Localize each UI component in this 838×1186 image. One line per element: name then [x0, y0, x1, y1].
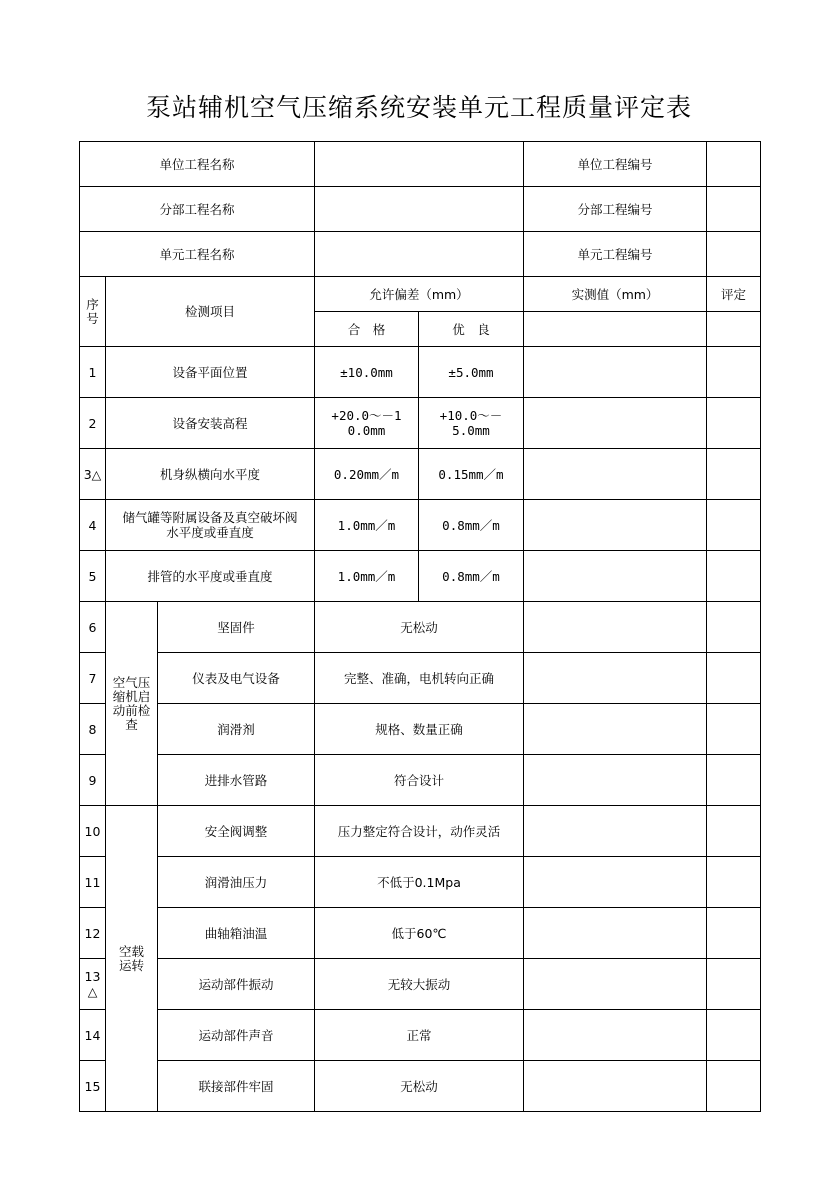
table-row — [80, 1010, 761, 1061]
table-row — [80, 704, 761, 755]
item-header: 检测项目 — [106, 277, 315, 347]
row-item: 运动部件声音 — [158, 1010, 315, 1061]
sub-project-name-label: 分部工程名称 — [80, 187, 315, 232]
row-number: 3△ — [80, 449, 106, 500]
element-project-name-field[interactable] — [315, 232, 524, 277]
measured-header: 实测值（mm） — [524, 277, 707, 312]
rating-cell[interactable] — [707, 857, 761, 908]
page-title: 泵站辅机空气压缩系统安装单元工程质量评定表 — [145, 93, 692, 122]
row-qualified-value: +20.0～－10.0mm — [315, 398, 419, 449]
rating-cell[interactable] — [707, 1061, 761, 1112]
table-row — [80, 602, 761, 653]
row-item: 进排水管路 — [158, 755, 315, 806]
measured-cell[interactable] — [524, 908, 707, 959]
rating-cell[interactable] — [707, 347, 761, 398]
column-header-row — [80, 277, 761, 312]
row-number: 10 — [80, 806, 106, 857]
rating-cell[interactable] — [707, 602, 761, 653]
qualified-header: 合 格 — [315, 312, 419, 347]
row-standard: 压力整定符合设计，动作灵活 — [315, 806, 524, 857]
row-item: 坚固件 — [158, 602, 315, 653]
measured-cell[interactable] — [524, 755, 707, 806]
row-item: 设备安装高程 — [106, 398, 315, 449]
sub-project-name-field[interactable] — [315, 187, 524, 232]
row-standard: 完整、准确，电机转向正确 — [315, 653, 524, 704]
row-number: 2 — [80, 398, 106, 449]
unit-project-name-field[interactable] — [315, 142, 524, 187]
row-number: 12 — [80, 908, 106, 959]
element-project-row — [80, 232, 761, 277]
rating-cell[interactable] — [707, 449, 761, 500]
measured-cell[interactable] — [524, 806, 707, 857]
rating-cell[interactable] — [707, 1010, 761, 1061]
measured-cell[interactable] — [524, 449, 707, 500]
table-row — [80, 347, 761, 398]
row-item: 联接部件牢固 — [158, 1061, 315, 1112]
table-row — [80, 908, 761, 959]
measured-cell[interactable] — [524, 602, 707, 653]
rating-cell[interactable] — [707, 500, 761, 551]
table-row — [80, 551, 761, 602]
measured-subheader-cell[interactable] — [524, 312, 707, 347]
row-standard: 低于60℃ — [315, 908, 524, 959]
row-qualified-value: 1.0mm／m — [315, 551, 419, 602]
row-number: 5 — [80, 551, 106, 602]
unit-project-row — [80, 142, 761, 187]
tolerance-header: 允许偏差（mm） — [315, 277, 524, 312]
table-row — [80, 653, 761, 704]
rating-cell[interactable] — [707, 704, 761, 755]
element-project-name-label: 单元工程名称 — [80, 232, 315, 277]
row-standard: 无松动 — [315, 1061, 524, 1112]
rating-cell[interactable] — [707, 653, 761, 704]
row-number: 11 — [80, 857, 106, 908]
unit-project-no-label: 单位工程编号 — [524, 142, 707, 187]
measured-cell[interactable] — [524, 398, 707, 449]
quality-assessment-table — [79, 141, 761, 1112]
table-row — [80, 755, 761, 806]
row-item: 仪表及电气设备 — [158, 653, 315, 704]
group-label-startup-check: 空气压缩机启动前检查 — [106, 602, 158, 806]
row-standard: 规格、数量正确 — [315, 704, 524, 755]
table-row — [80, 449, 761, 500]
row-item: 设备平面位置 — [106, 347, 315, 398]
rating-subheader-cell[interactable] — [707, 312, 761, 347]
measured-cell[interactable] — [524, 653, 707, 704]
row-number: 4 — [80, 500, 106, 551]
measured-cell[interactable] — [524, 551, 707, 602]
rating-cell[interactable] — [707, 959, 761, 1010]
row-standard: 符合设计 — [315, 755, 524, 806]
measured-cell[interactable] — [524, 347, 707, 398]
row-excellent-value: 0.15mm／m — [419, 449, 524, 500]
rating-cell[interactable] — [707, 908, 761, 959]
row-number: 8 — [80, 704, 106, 755]
row-item: 机身纵横向水平度 — [106, 449, 315, 500]
measured-cell[interactable] — [524, 704, 707, 755]
rating-cell[interactable] — [707, 551, 761, 602]
row-excellent-value: ±5.0mm — [419, 347, 524, 398]
rating-cell[interactable] — [707, 806, 761, 857]
row-qualified-value: 1.0mm／m — [315, 500, 419, 551]
measured-cell[interactable] — [524, 500, 707, 551]
row-number: 14 — [80, 1010, 106, 1061]
seq-header: 序号 — [80, 277, 106, 347]
rating-cell[interactable] — [707, 755, 761, 806]
row-excellent-value: +10.0～－5.0mm — [419, 398, 524, 449]
measured-cell[interactable] — [524, 1061, 707, 1112]
row-item: 润滑油压力 — [158, 857, 315, 908]
row-number: 15 — [80, 1061, 106, 1112]
table-row — [80, 1061, 761, 1112]
rating-cell[interactable] — [707, 398, 761, 449]
element-project-no-field[interactable] — [707, 232, 761, 277]
row-number: 9 — [80, 755, 106, 806]
unit-project-name-label: 单位工程名称 — [80, 142, 315, 187]
row-item: 储气罐等附属设备及真空破坏阀水平度或垂直度 — [106, 500, 315, 551]
row-qualified-value: 0.20mm／m — [315, 449, 419, 500]
element-project-no-label: 单元工程编号 — [524, 232, 707, 277]
table-row — [80, 959, 761, 1010]
row-standard: 正常 — [315, 1010, 524, 1061]
table-row — [80, 500, 761, 551]
measured-cell[interactable] — [524, 959, 707, 1010]
row-qualified-value: ±10.0mm — [315, 347, 419, 398]
row-number: 7 — [80, 653, 106, 704]
row-item: 曲轴箱油温 — [158, 908, 315, 959]
sub-project-no-field[interactable] — [707, 187, 761, 232]
row-number: 1 — [80, 347, 106, 398]
excellent-header: 优 良 — [419, 312, 524, 347]
row-standard: 无较大振动 — [315, 959, 524, 1010]
row-number: 6 — [80, 602, 106, 653]
row-standard: 不低于0.1Mpa — [315, 857, 524, 908]
measured-cell[interactable] — [524, 857, 707, 908]
rating-header: 评定 — [707, 277, 761, 312]
unit-project-no-field[interactable] — [707, 142, 761, 187]
sub-project-row — [80, 187, 761, 232]
table-row — [80, 398, 761, 449]
row-item: 安全阀调整 — [158, 806, 315, 857]
group-label-no-load-run: 空载运转 — [106, 806, 158, 1112]
row-standard: 无松动 — [315, 602, 524, 653]
table-row — [80, 806, 761, 857]
table-row — [80, 857, 761, 908]
row-excellent-value: 0.8mm／m — [419, 500, 524, 551]
row-item: 运动部件振动 — [158, 959, 315, 1010]
row-item: 排管的水平度或垂直度 — [106, 551, 315, 602]
row-number: 13△ — [80, 959, 106, 1010]
row-excellent-value: 0.8mm／m — [419, 551, 524, 602]
sub-project-no-label: 分部工程编号 — [524, 187, 707, 232]
measured-cell[interactable] — [524, 1010, 707, 1061]
row-item: 润滑剂 — [158, 704, 315, 755]
